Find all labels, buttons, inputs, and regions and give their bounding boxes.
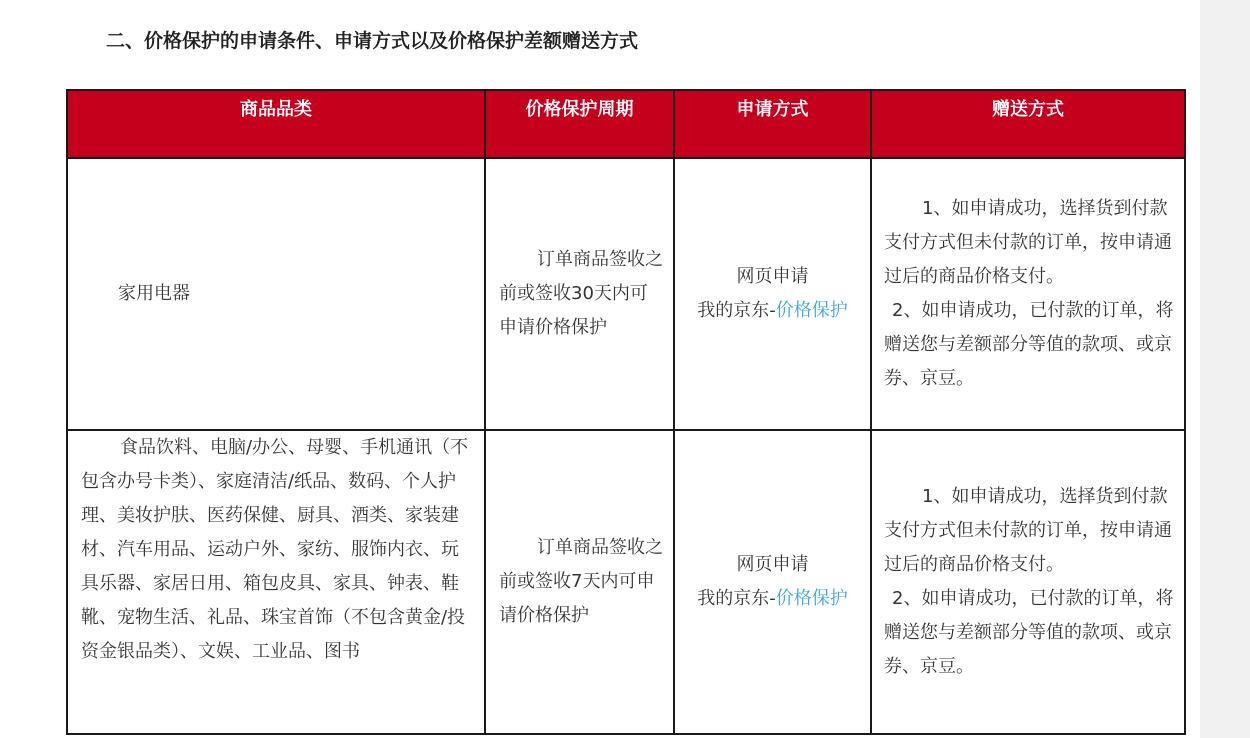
category-cell: 食品饮料、电脑/办公、母婴、手机通讯（不包含办号卡类）、家庭清洁/纸品、数码、个人护理、美妆护肤、医药保健、厨具、酒类、家装建材、汽车用品、运动户外、家纺、服饰内衣、玩具乐器、家居日用、箱包皮具、家具、钟表、鞋靴、宠物生活、礼品、珠宝首饰（不包含黄金/投资金银品类）、文娱、工业品、图书 [67, 430, 485, 734]
table-row [67, 430, 1185, 734]
gift-cell: 1、如申请成功，选择货到付款支付方式但未付款的订单，按申请通过后的商品价格支付。 2、如申请成功，已付款的订单，将赠送您与差额部分等值的款项、或京券、京豆。 [871, 158, 1185, 430]
table-row [67, 158, 1185, 430]
gift-cell: 1、如申请成功，选择货到付款支付方式但未付款的订单，按申请通过后的商品价格支付。 2、如申请成功，已付款的订单，将赠送您与差额部分等值的款项、或京券、京豆。 [871, 430, 1185, 734]
table-header-row [67, 90, 1185, 158]
header-period: 价格保护周期 [485, 90, 674, 158]
header-gift: 赠送方式 [871, 90, 1185, 158]
category-cell: 家用电器 [67, 158, 485, 430]
period-cell: 订单商品签收之前或签收7天内可申请价格保护 [485, 430, 674, 734]
header-method: 申请方式 [674, 90, 871, 158]
price-protection-table [66, 89, 1186, 735]
method-cell: 网页申请 我的京东-价格保护 [674, 158, 871, 430]
price-protection-link[interactable]: 价格保护 [775, 300, 848, 321]
section-title: 二、价格保护的申请条件、申请方式以及价格保护差额赠送方式 [106, 30, 639, 52]
price-protection-link[interactable]: 价格保护 [775, 588, 848, 609]
page-side-gutter [1200, 0, 1250, 738]
period-cell: 订单商品签收之前或签收30天内可申请价格保护 [485, 158, 674, 430]
header-category: 商品品类 [67, 90, 485, 158]
method-cell: 网页申请 我的京东-价格保护 [674, 430, 871, 734]
